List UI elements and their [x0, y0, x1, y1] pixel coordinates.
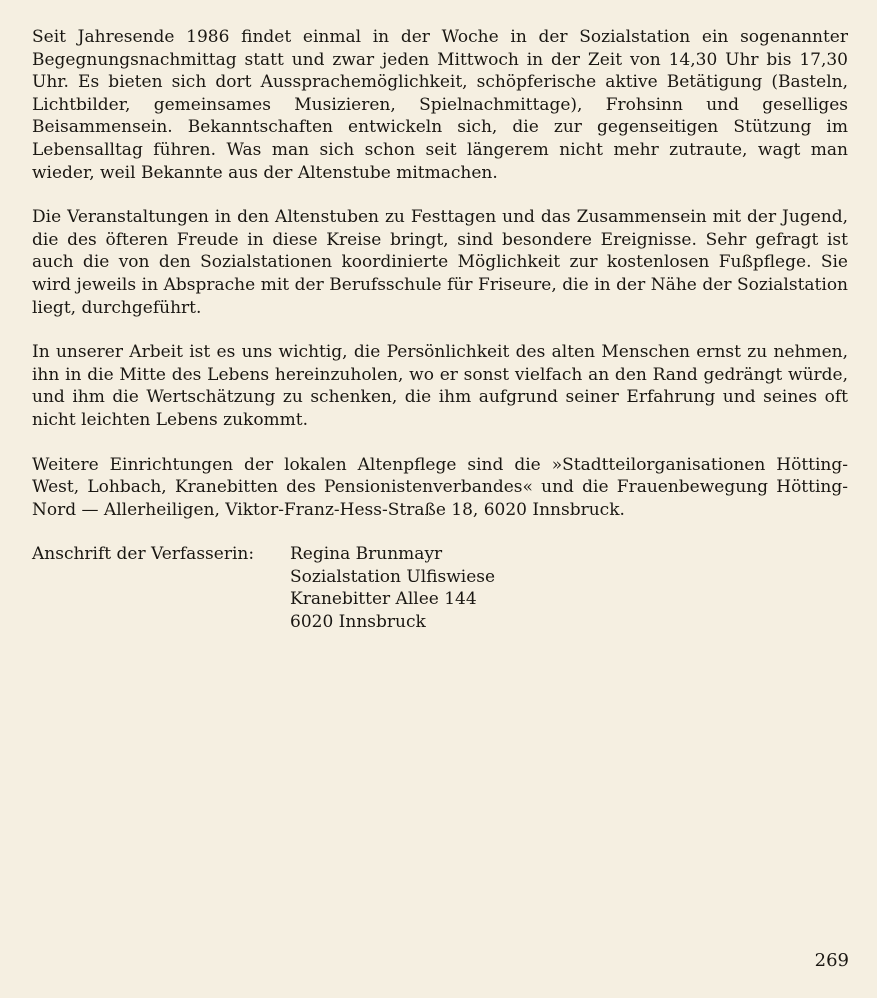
- paragraph-veranstaltungen: Die Veranstaltungen in den Altenstuben zu Festtagen und das Zusammensein mit der Jugend, die des öfteren Freude in diese Kreise bringt, sind besondere Ereignisse. Sehr gefragt ist auch die von den Sozialstationen koordinierte Möglichkeit zur kostenlosen Fußpflege. Sie wird jeweils in Absprache mit der Berufsschule für Friseure, die in der Nähe der Sozialstation liegt, durchgeführt.: [32, 207, 848, 318]
- author-address: [32, 543, 848, 633]
- document-body: [32, 26, 848, 634]
- address-line-street: Kranebitter Allee 144: [290, 589, 477, 610]
- address-label: Anschrift der Verfasserin:: [32, 544, 255, 565]
- paragraph-einrichtungen: Weitere Einrichtungen der lokalen Altenpflege sind die »Stadtteilorganisationen Hötting-West, Lohbach, Kranebitten des Pensionistenverbandes« und die Frauenbewegung Hötting-Nord — Allerheiligen, Viktor-Franz-Hess-Straße 18, 6020 Innsbruck.: [32, 454, 848, 520]
- page-number: 269: [814, 950, 849, 971]
- paragraph-begegnungsnachmittag: Seit Jahresende 1986 findet einmal in der Woche in der Sozialstation ein sogenannter Begegnungsnachmittag statt und zwar jeden Mittwoch in der Zeit von 14,30 Uhr bis 17,30 Uhr. Es bieten sich dort Aussprachemöglichkeit, schöpferische aktive Betätigung (Basteln, Lichtbilder, gemeinsames Musizieren, Spielnachmittage), Frohsinn und geselliges Beisammensein. Bekanntschaften entwickeln sich, die zur gegenseitigen Stützung im Lebensalltag führen. Was man sich schon seit längerem nicht mehr zutraute, wagt man wieder, weil Bekannte aus der Altenstube mitmachen.: [32, 27, 848, 183]
- address-line-name: Regina Brunmayr: [290, 544, 443, 565]
- paragraph-arbeit: In unserer Arbeit ist es uns wichtig, die Persönlichkeit des alten Menschen ernst zu nehmen, ihn in die Mitte des Lebens hereinzuholen, wo er sonst vielfach an den Rand gedrängt würde, und ihm die Wertschätzung zu schenken, die ihm aufgrund seiner Erfahrung und seines oft nicht leichten Lebens zukommt.: [32, 342, 848, 430]
- address-lines: [290, 543, 495, 633]
- address-line-city: 6020 Innsbruck: [290, 612, 426, 633]
- address-line-institution: Sozialstation Ulfiswiese: [290, 566, 496, 587]
